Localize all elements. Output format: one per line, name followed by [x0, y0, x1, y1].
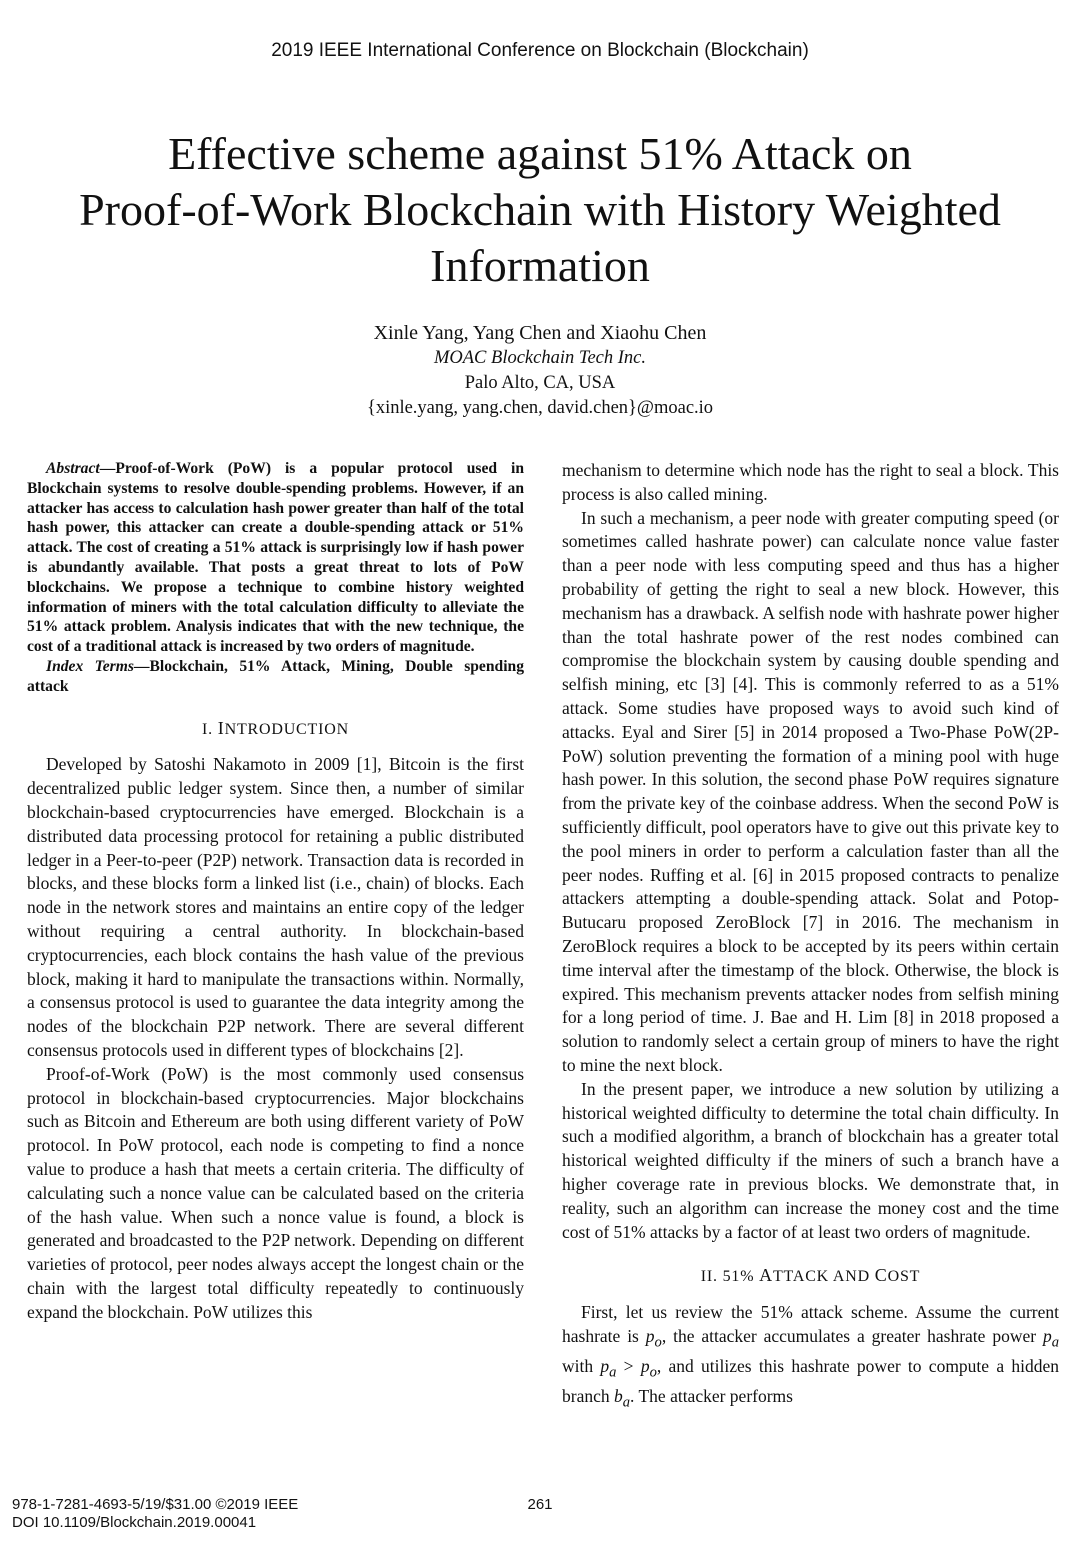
- section-title-rest: OST: [887, 1268, 921, 1286]
- section-title-rest: NTRODUCTION: [224, 720, 349, 738]
- paragraph: [562, 1301, 1059, 1416]
- footer-doi: DOI 10.1109/Blockchain.2019.00041: [12, 1514, 257, 1531]
- section-title-cap: I: [217, 717, 225, 738]
- author-names: Xinle Yang, Yang Chen and Xiaohu Chen: [373, 322, 707, 344]
- section-number: I.: [202, 720, 213, 738]
- footer-isbn: 978-1-7281-4693-5/19/$31.00 ©2019 IEEE: [12, 1496, 299, 1513]
- abstract-label: Abstract: [46, 460, 100, 477]
- paragraph: Proof-of-Work (PoW) is the most commonly used consensus protocol in blockchain-based cryptocurrencies. Major blockchains such as Bitcoin and Ethereum are both using different variety of PoW protocol. In PoW protocol, each node is competing to find a nonce value to produce a hash that meets a certain criteria. The difficulty of calculating such a nonce value can be calculated based on the criteria of the hash value. When such a nonce value is found, a block is generated and broadcasted to the P2P network. Depending on different varieties of protocol, peer nodes always accept the longest chain or the chain with the largest total difficulty repeatedly to continuously expand the blockchain. PoW utilizes this: [27, 1063, 524, 1322]
- paragraph: In such a mechanism, a peer node with greater computing speed (or sometimes called hashrate power) can calculate nonce value faster than a peer node with less computing speed and thus has a higher probability of getting the right to seal a new block. However, this mechanism has a drawback. A selfish node with hashrate power higher than the total hashrate power of the rest nodes combined can compromise the blockchain system by causing double spending and selfish mining, etc [3] [4]. This is commonly referred to as a 51% attack. Some studies have proposed ways to avoid such kind of attacks. Eyal and Sirer [5] in 2014 proposed a Two-Phase PoW(2P-PoW) solution preventing the formation of a mining pool with huge hash power. In this solution, the second phase PoW requires signature from the private key of the coinbase address. When the second PoW is sufficiently difficult, pool operators have to give out this private key to the pool miners in order to perform a calculation faster than all the peer nodes. Ruffing et al. [6] in 2015 proposed contracts to penalize attackers attempting a double-spending attack. Solat and Potop-Butucaru proposed ZeroBlock [7] in 2016. The mechanism in ZeroBlock requires a block to be accepted by its peers within certain time interval after the timestamp of the block. Otherwise, the block is expired. This mechanism prevents attacker nodes from selfish mining for a long period of time. J. Bae and H. Lim [8] in 2018 proposed a solution to randomly select a certain group of miners to have the right to mine the next block.: [562, 507, 1059, 1075]
- math-symbol: p: [1042, 1325, 1052, 1346]
- paragraph: mechanism to determine which node has the right to seal a block. This process is also called mining.: [562, 460, 1059, 504]
- abstract: [27, 459, 524, 657]
- text-run: First, let us review the 51% attack scheme. Assume the current hashrate is: [562, 1302, 1059, 1346]
- section-number: II.: [700, 1268, 718, 1286]
- math-symbol: b: [614, 1386, 623, 1407]
- section-title-cap: C: [874, 1265, 888, 1286]
- section-heading-introduction: [27, 717, 524, 742]
- conference-header: 2019 IEEE International Conference on Blockchain (Blockchain): [271, 40, 809, 61]
- paragraph: In the present paper, we introduce a new solution by utilizing a historical weighted difficulty to determine the total chain difficulty. In such a modified algorithm, a branch of blockchain has a greater total historical weighted difficulty if the miners of such a branch have a higher coverage rate in previous blocks. We demonstrate that, in reality, such an algorithm can increase the money cost and the time cost of 51% attacks by a factor of at least two orders of magnitude.: [562, 1078, 1059, 1242]
- affiliation: MOAC Blockchain Tech Inc.: [433, 348, 646, 368]
- section-heading-attack-cost: [562, 1264, 1059, 1289]
- text-run: with: [562, 1356, 601, 1377]
- title-line-3: Information: [430, 240, 650, 291]
- math-symbol: p: [645, 1325, 655, 1346]
- left-column: [27, 459, 524, 1324]
- abstract-text: —Proof-of-Work (PoW) is a popular protocol used in Blockchain systems to resolve double-spending problems. However, if an attacker has access to calculation hash power greater than half of the total hash power, this attacker can create a double-spending attack or 51% attack. The cost of creating a 51% attack is surprisingly low if hash power is abundantly available. That posts a great threat to lots of PoW blockchains. We propose a technique to combine history weighted information of miners with the total calculation difficulty to alleviate the 51% attack problem. Analysis indicates that with the new technique, the cost of a traditional attack is increased by two orders of magnitude.: [27, 460, 524, 656]
- math-operator: >: [616, 1356, 641, 1377]
- text-run: , and utilizes this hashrate power to compute a hidden branch: [562, 1356, 1059, 1407]
- location: Palo Alto, CA, USA: [464, 373, 616, 393]
- email-addresses: {xinle.yang, yang.chen, david.chen}@moac.io: [366, 398, 714, 418]
- text-run: . The attacker performs: [630, 1386, 793, 1407]
- index-terms: [27, 657, 524, 697]
- author-block: [0, 321, 1080, 421]
- title-line-2: Proof-of-Work Blockchain with History Weighted: [79, 184, 1001, 235]
- index-terms-label: Index Terms: [46, 657, 134, 675]
- paper-title: [30, 126, 1050, 294]
- math-subscript: a: [609, 1364, 617, 1381]
- math-symbol: p: [600, 1356, 610, 1377]
- math-subscript: a: [622, 1394, 631, 1411]
- section-title-cap: A: [759, 1265, 773, 1286]
- text-run: , the attacker accumulates a greater hashrate power: [661, 1325, 1043, 1346]
- math-subscript: o: [654, 1334, 662, 1351]
- section-title-start: 51%: [722, 1268, 760, 1286]
- math-subscript: a: [1051, 1334, 1059, 1351]
- paragraph: Developed by Satoshi Nakamoto in 2009 [1], Bitcoin is the first decentralized public ledger system. Since then, a number of similar blockchain-based cryptocurrencies have emerged. Blockchain is a distributed data processing protocol for retaining a public distributed ledger in a Peer-to-peer (P2P) network. Transaction data is recorded in blocks, and these blocks form a linked list (i.e., chain) of blocks. Each node in the network stores and maintains an entire copy of the ledger without requiring a central authority. In blockchain-based cryptocurrencies, each block contains the hash value of the previous block, making it hard to manipulate the transactions within. Normally, a consensus protocol is used to guarantee the data integrity among the nodes of the blockchain P2P network. There are several different consensus protocols used in different types of blockchains [2].: [27, 754, 524, 1060]
- right-column: [562, 459, 1059, 1416]
- math-subscript: o: [649, 1364, 657, 1381]
- math-symbol: p: [640, 1356, 650, 1377]
- index-terms-text: —Blockchain, 51% Attack, Mining, Double spending attack: [27, 657, 524, 695]
- title-line-1: Effective scheme against 51% Attack on: [168, 128, 912, 179]
- page-number: 261: [527, 1496, 553, 1513]
- section-title-rest: TTACK AND: [772, 1268, 875, 1286]
